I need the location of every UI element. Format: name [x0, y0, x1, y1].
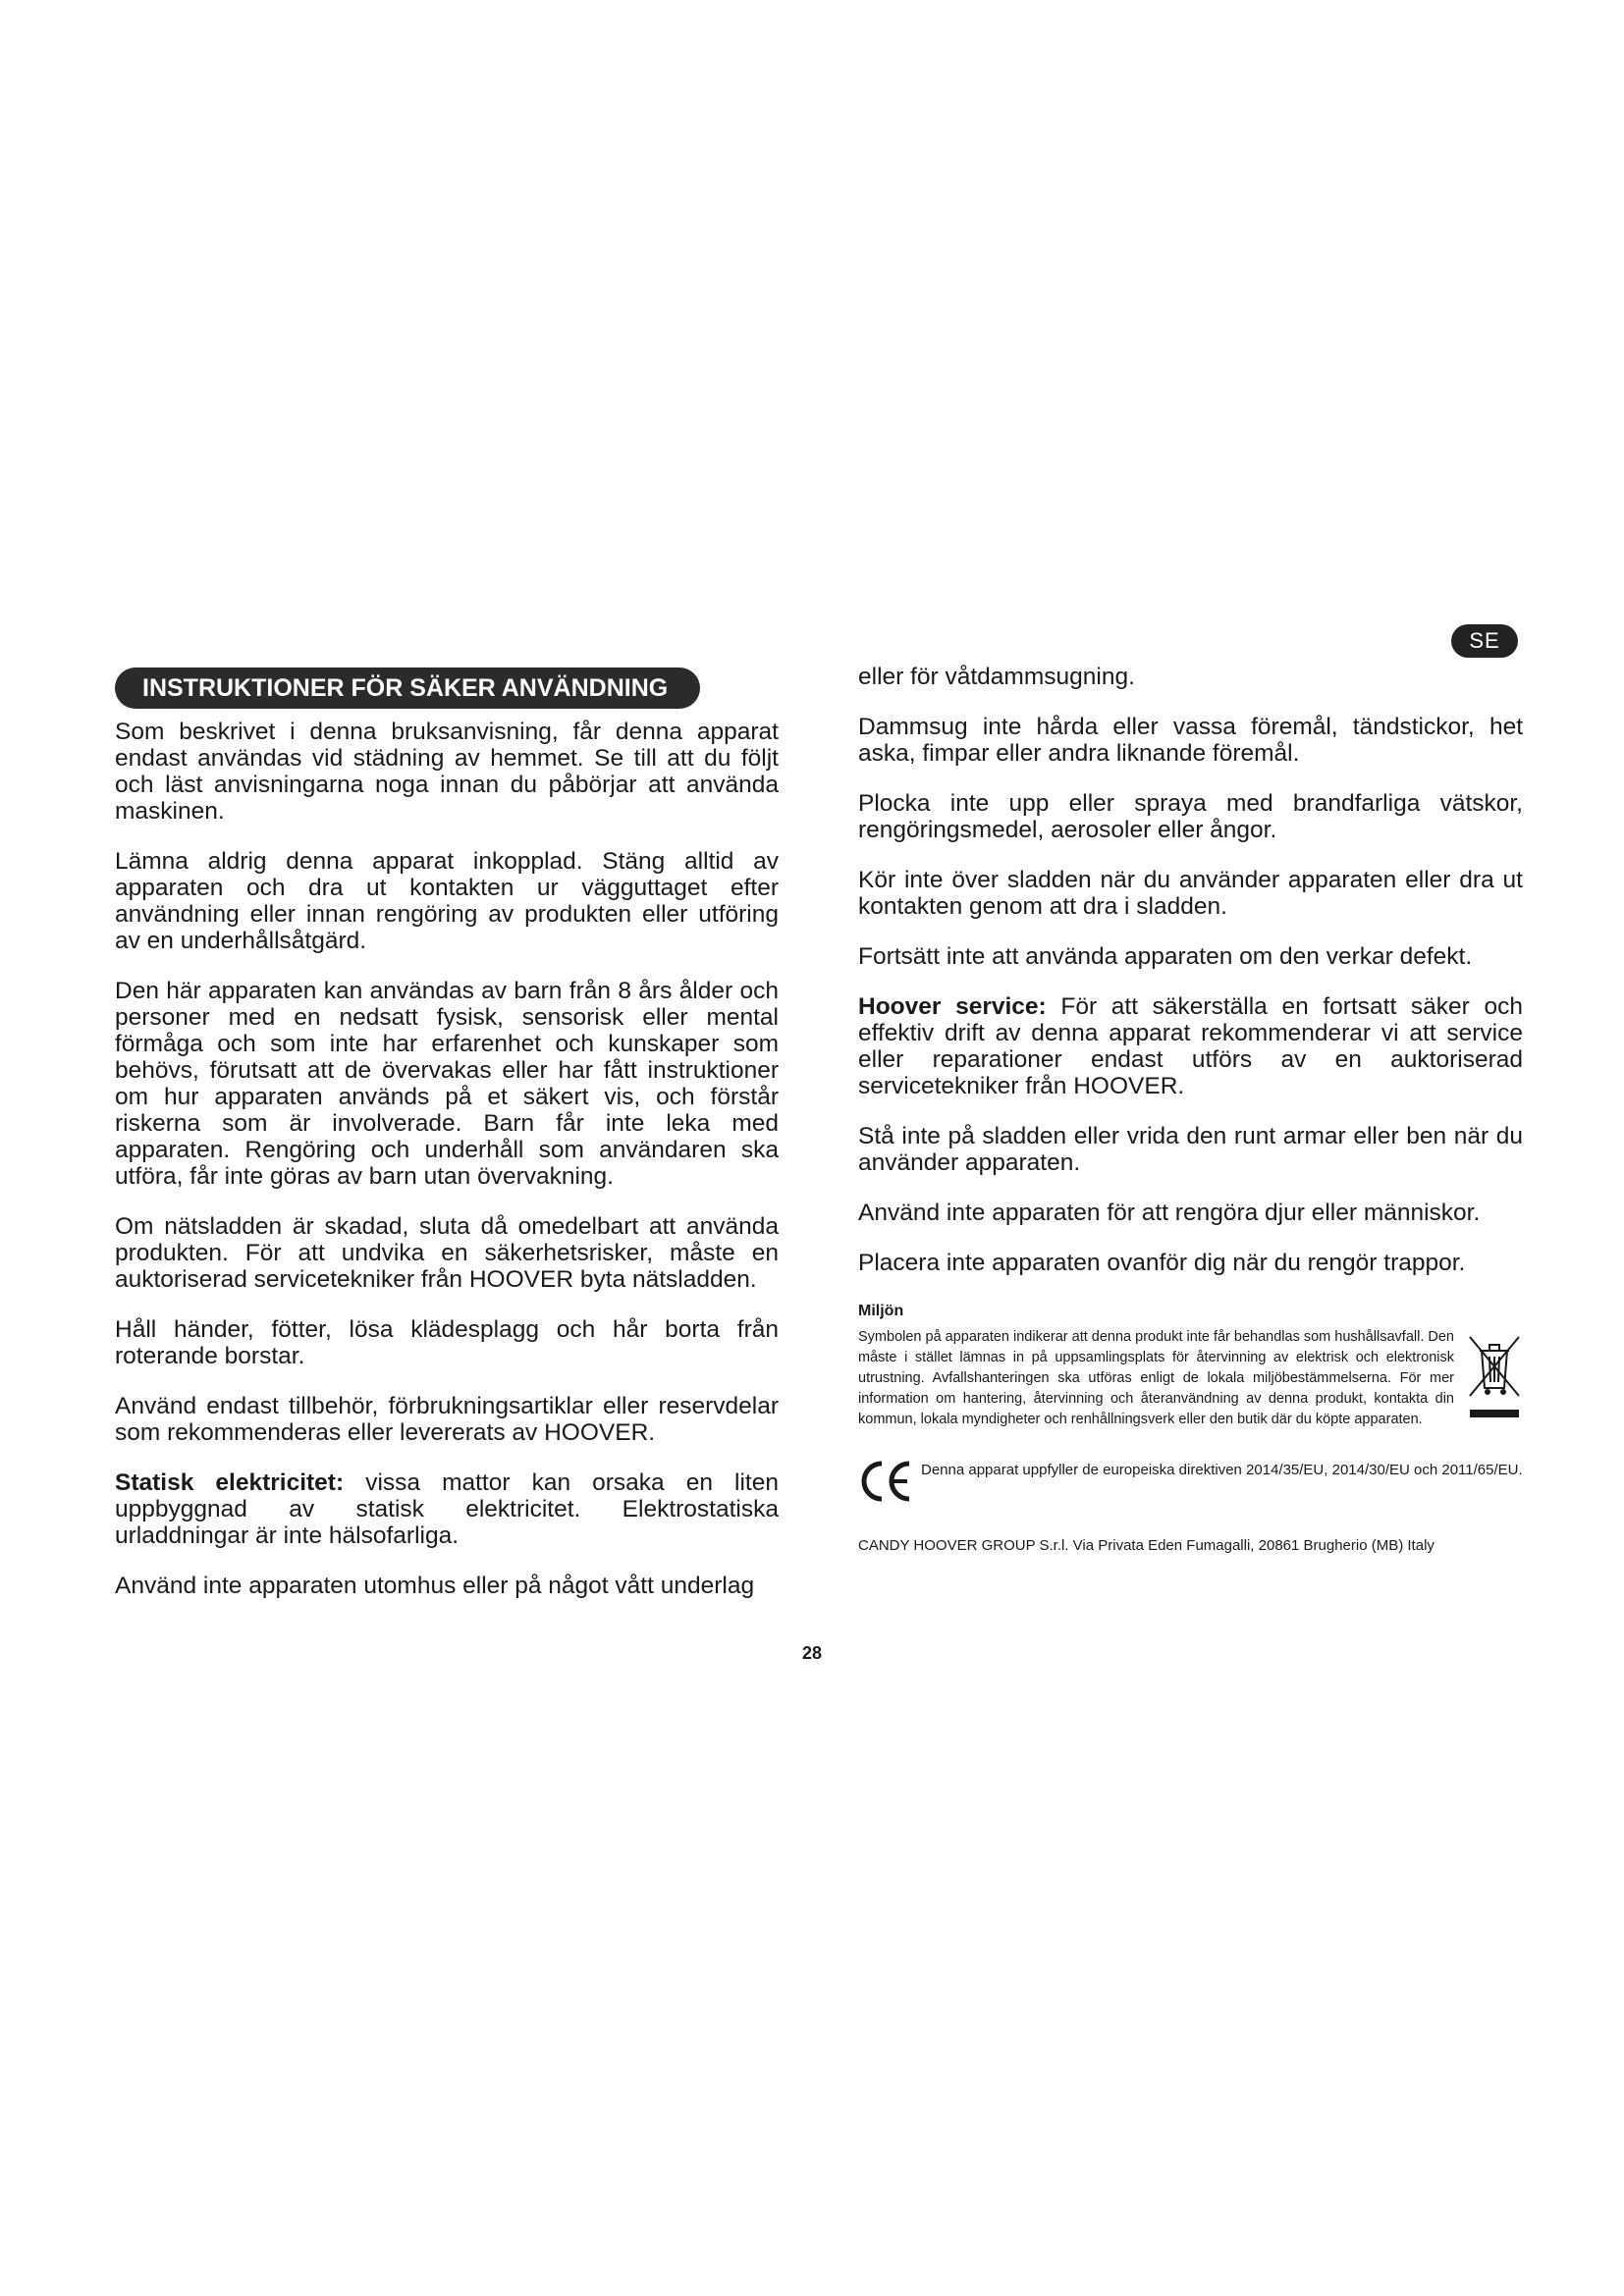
environment-heading: Miljön: [858, 1303, 904, 1319]
paragraph-wet-vacuum: eller för våtdammsugning.: [858, 664, 1135, 690]
paragraph-damaged-cord: Om nätsladden är skadad, sluta då omedelbart att använda produkten. För att undvika en säkerhetsrisker, måste en auktoriserad servicetekniker från HOOVER byta nätsladden.: [115, 1213, 779, 1293]
paragraph-stand-on-cord: Stå inte på sladden eller vrida den runt armar eller ben när du använder apparaten.: [858, 1123, 1523, 1176]
static-electricity-label: Statisk elektricitet:: [115, 1469, 345, 1496]
paragraph-stairs: Placera inte apparaten ovanför dig när du rengör trappor.: [858, 1250, 1466, 1276]
paragraph-children: Den här apparaten kan användas av barn från 8 års ålder och personer med en nedsatt fysisk, sensorisk eller mental förmåga och som inte har erfarenhet och kunskaper som behövs, förutsatt att de övervakas eller har fått instruktioner om hur apparaten används på et säkert vis, och förstår riskerna som är involverade. Barn får inte leka med apparaten. Rengöring och underhåll som användaren ska utföra, får inte göras av barn utan övervakning.: [115, 978, 779, 1190]
hoover-service-label: Hoover service:: [858, 993, 1047, 1020]
paragraph-cord: Kör inte över sladden när du använder apparaten eller dra ut kontakten genom att dra i sladden.: [858, 867, 1523, 920]
page-number: 28: [801, 1643, 823, 1663]
paragraph-rotating-brushes: Håll händer, fötter, lösa klädesplagg och hår borta från roterande borstar.: [115, 1316, 779, 1369]
crossed-bin-icon: [1466, 1331, 1523, 1425]
environment-section: [858, 1327, 1523, 1430]
paragraph-hard-objects: Dammsug inte hårda eller vassa föremål, tändstickor, het aska, fimpar eller andra liknande föremål.: [858, 714, 1523, 767]
paragraph-outdoor: Använd inte apparaten utomhus eller på något vått underlag: [115, 1573, 755, 1599]
paragraph-animals: Använd inte apparaten för att rengöra djur eller människor.: [858, 1200, 1481, 1226]
section-title: INSTRUKTIONER FÖR SÄKER ANVÄNDNING: [115, 667, 700, 709]
environment-text: Symbolen på apparaten indikerar att denna produkt inte får behandlas som hushållsavfall. Den måste i stället lämnas in på uppsamlingsplats för återvinning av elektrisk och elektronisk utrustning. Avfallshanteringen ska utföras enligt de lokala miljöbestämmelserna. För mer information om hantering, återvinning och återanvändning av denna produkt, kontakta din kommun, lokala myndigheter och renhållningsverk eller den butik där du köpte apparaten.: [858, 1329, 1454, 1427]
right-column: [858, 664, 1523, 1556]
company-address: CANDY HOOVER GROUP S.r.l. Via Privata Eden Fumagalli, 20861 Brugherio (MB) Italy: [858, 1537, 1435, 1554]
paragraph-unplug: Lämna aldrig denna apparat inkopplad. Stäng alltid av apparaten och dra ut kontakten ur vägguttaget efter användning eller innan rengöring av produkten eller utföring av en underhållsåtgärd.: [115, 848, 779, 954]
left-column: [115, 719, 779, 1599]
paragraph-accessories: Använd endast tillbehör, förbrukningsartiklar eller reservdelar som rekommenderas eller levererats av HOOVER.: [115, 1393, 779, 1446]
paragraph-static-electricity: [115, 1469, 779, 1549]
ce-compliance-text: Denna apparat uppfyller de europeiska direktiven 2014/35/EU, 2014/30/EU och 2011/65/EU.: [921, 1462, 1523, 1478]
language-badge: SE: [1451, 624, 1518, 658]
static-electricity-text: vissa mattor kan orsaka en liten uppbyggnad av statisk elektricitet. Elektrostatiska urladdningar är inte hälsofarliga.: [115, 1469, 779, 1549]
paragraph-intended-use: Som beskrivet i denna bruksanvisning, får denna apparat endast användas vid städning av hemmet. Se till att du följt och läst anvisningarna noga innan du påbörjar att använda maskinen.: [115, 719, 779, 825]
ce-section: [858, 1458, 1523, 1509]
paragraph-flammable: Plocka inte upp eller spraya med brandfarliga vätskor, rengöringsmedel, aerosoler eller ångor.: [858, 790, 1523, 843]
paragraph-hoover-service: [858, 993, 1523, 1099]
paragraph-defect: Fortsätt inte att använda apparaten om den verkar defekt.: [858, 943, 1473, 970]
ce-mark-icon: [858, 1458, 917, 1505]
hoover-service-text: För att säkerställa en fortsatt säker och effektiv drift av denna apparat rekommenderar vi att service eller reparationer endast utförs av en auktoriserad servicetekniker från HOOVER.: [858, 993, 1523, 1099]
